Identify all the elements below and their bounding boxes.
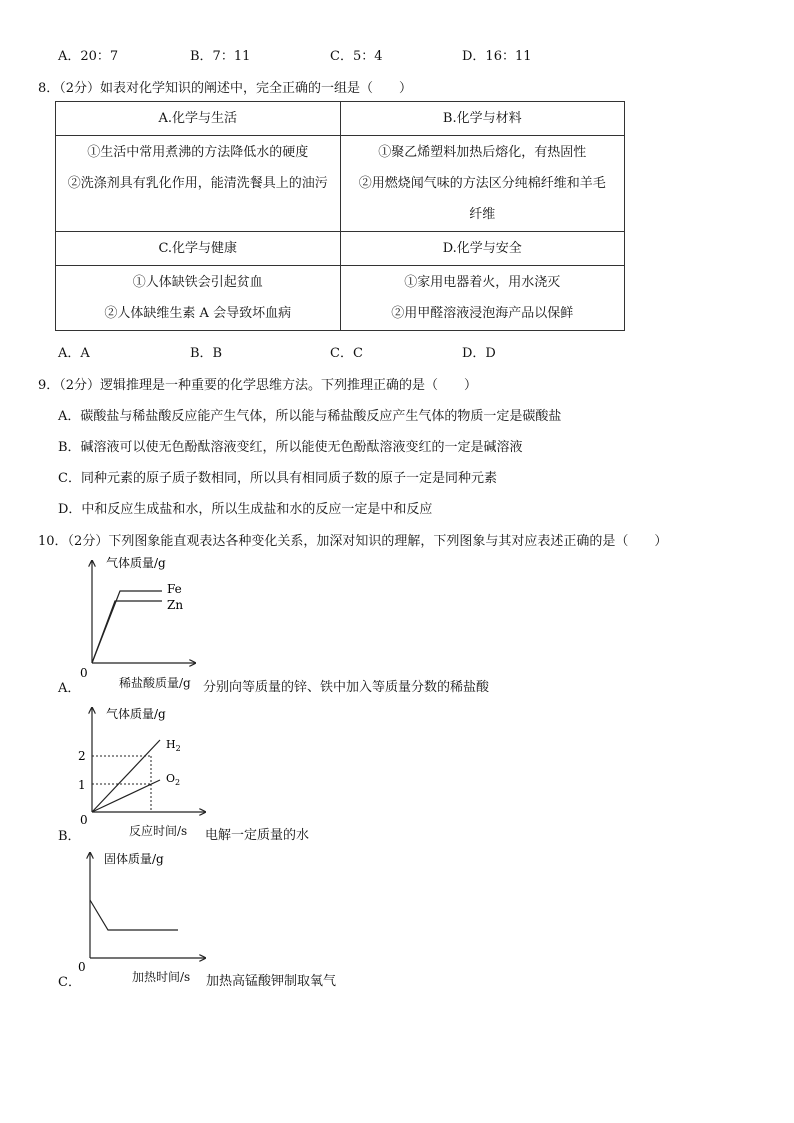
- knowledge-table: [55, 101, 625, 331]
- graph-b: [60, 700, 220, 825]
- graph-b-option: B．: [58, 829, 81, 844]
- q7-option-c: C．5：4: [330, 49, 383, 64]
- graph-b-line-h2: [92, 740, 160, 812]
- graph-a-xlabel: 稀盐酸质量/g: [119, 676, 191, 690]
- graph-a-line-zn: [92, 601, 162, 663]
- table-c-item-2: ②人体缺维生素 A 会导致坏血病: [104, 306, 292, 321]
- table-b-item-2-cont: 纤维: [469, 207, 496, 222]
- q9-option-a: A．碳酸盐与稀盐酸反应能产生气体，所以能与稀盐酸反应产生气体的物质一定是碳酸盐: [58, 409, 562, 424]
- q7-option-d: D．16：11: [462, 49, 532, 64]
- graph-b-line-o2: [92, 780, 160, 812]
- table-a-item-1: ①生活中常用煮沸的方法降低水的硬度: [87, 145, 309, 160]
- graph-a-label-fe: Fe: [167, 582, 182, 596]
- graph-a-ylabel: 气体质量/g: [106, 556, 166, 570]
- graph-b-label-h2: $H_2$: [166, 738, 181, 753]
- graph-c-desc: 加热高锰酸钾制取氧气: [206, 974, 337, 989]
- table-head-a: A.化学与生活: [56, 102, 341, 136]
- q9-stem: 9．（2分）逻辑推理是一种重要的化学思维方法。下列推理正确的是（ ）: [38, 378, 478, 393]
- graph-a-line-fe: [92, 591, 162, 663]
- graph-a: [60, 553, 220, 683]
- graph-b-xlabel: 反应时间/s: [129, 824, 188, 838]
- graph-b-origin: 0: [80, 813, 88, 825]
- table-b-item-1: ①聚乙烯塑料加热后熔化，有热固性: [378, 145, 587, 160]
- graph-c-line: [90, 900, 178, 930]
- table-cell-b: [340, 136, 625, 232]
- table-head-b: B.化学与材料: [340, 102, 625, 136]
- q9-option-c: C．同种元素的原子质子数相同，所以具有相同质子数的原子一定是同种元素: [58, 471, 497, 486]
- q9-option-b: B．碱溶液可以使无色酚酞溶液变红，所以能使无色酚酞溶液变红的一定是碱溶液: [58, 440, 523, 455]
- q7-option-b: B．7：11: [190, 49, 251, 64]
- q8-stem: 8．（2分）如表对化学知识的阐述中，完全正确的一组是（ ）: [38, 81, 413, 96]
- graph-b-ylabel: 气体质量/g: [106, 707, 166, 721]
- q8-option-a: A．A: [58, 346, 90, 361]
- graph-b-label-o2: $O_2$: [166, 772, 181, 787]
- graph-b-tick-2: 2: [78, 749, 86, 763]
- table-d-item-2: ②用甲醛溶液浸泡海产品以保鲜: [391, 306, 574, 321]
- graph-b-desc: 电解一定质量的水: [205, 828, 310, 843]
- q8-option-c: C．C: [330, 346, 363, 361]
- q10-stem: 10．（2分）下列图象能直观表达各种变化关系，加深对知识的理解，下列图象与其对应表述正确的是（ ）: [38, 534, 668, 549]
- graph-a-label-zn: Zn: [167, 598, 184, 612]
- table-a-item-2: ②洗涤剂具有乳化作用，能清洗餐具上的油污: [67, 176, 328, 191]
- q9-option-d: D．中和反应生成盐和水，所以生成盐和水的反应一定是中和反应: [58, 502, 433, 517]
- q7-option-a: A．20：7: [58, 49, 119, 64]
- graph-c-ylabel: 固体质量/g: [104, 852, 164, 866]
- q8-option-b: B．B: [190, 346, 223, 361]
- graph-c: [60, 845, 220, 973]
- q8-option-d: D．D: [462, 346, 496, 361]
- graph-b-tick-1: 1: [78, 778, 86, 792]
- graph-a-desc: 分别向等质量的锌、铁中加入等质量分数的稀盐酸: [203, 680, 490, 695]
- graph-c-option: C．: [58, 975, 81, 990]
- table-b-item-2: ②用燃烧闻气味的方法区分纯棉纤维和羊毛: [358, 176, 606, 191]
- graph-a-origin: 0: [80, 666, 88, 680]
- table-cell-c: [56, 266, 341, 331]
- graph-c-xlabel: 加热时间/s: [132, 970, 191, 984]
- table-cell-a: [56, 136, 341, 232]
- table-head-d: D.化学与安全: [340, 232, 625, 266]
- table-head-c: C.化学与健康: [56, 232, 341, 266]
- graph-a-option: A．: [58, 681, 81, 696]
- graph-c-origin: 0: [78, 960, 86, 973]
- table-c-item-1: ①人体缺铁会引起贫血: [132, 275, 263, 290]
- table-d-item-1: ①家用电器着火，用水浇灭: [404, 275, 561, 290]
- table-cell-d: [340, 266, 625, 331]
